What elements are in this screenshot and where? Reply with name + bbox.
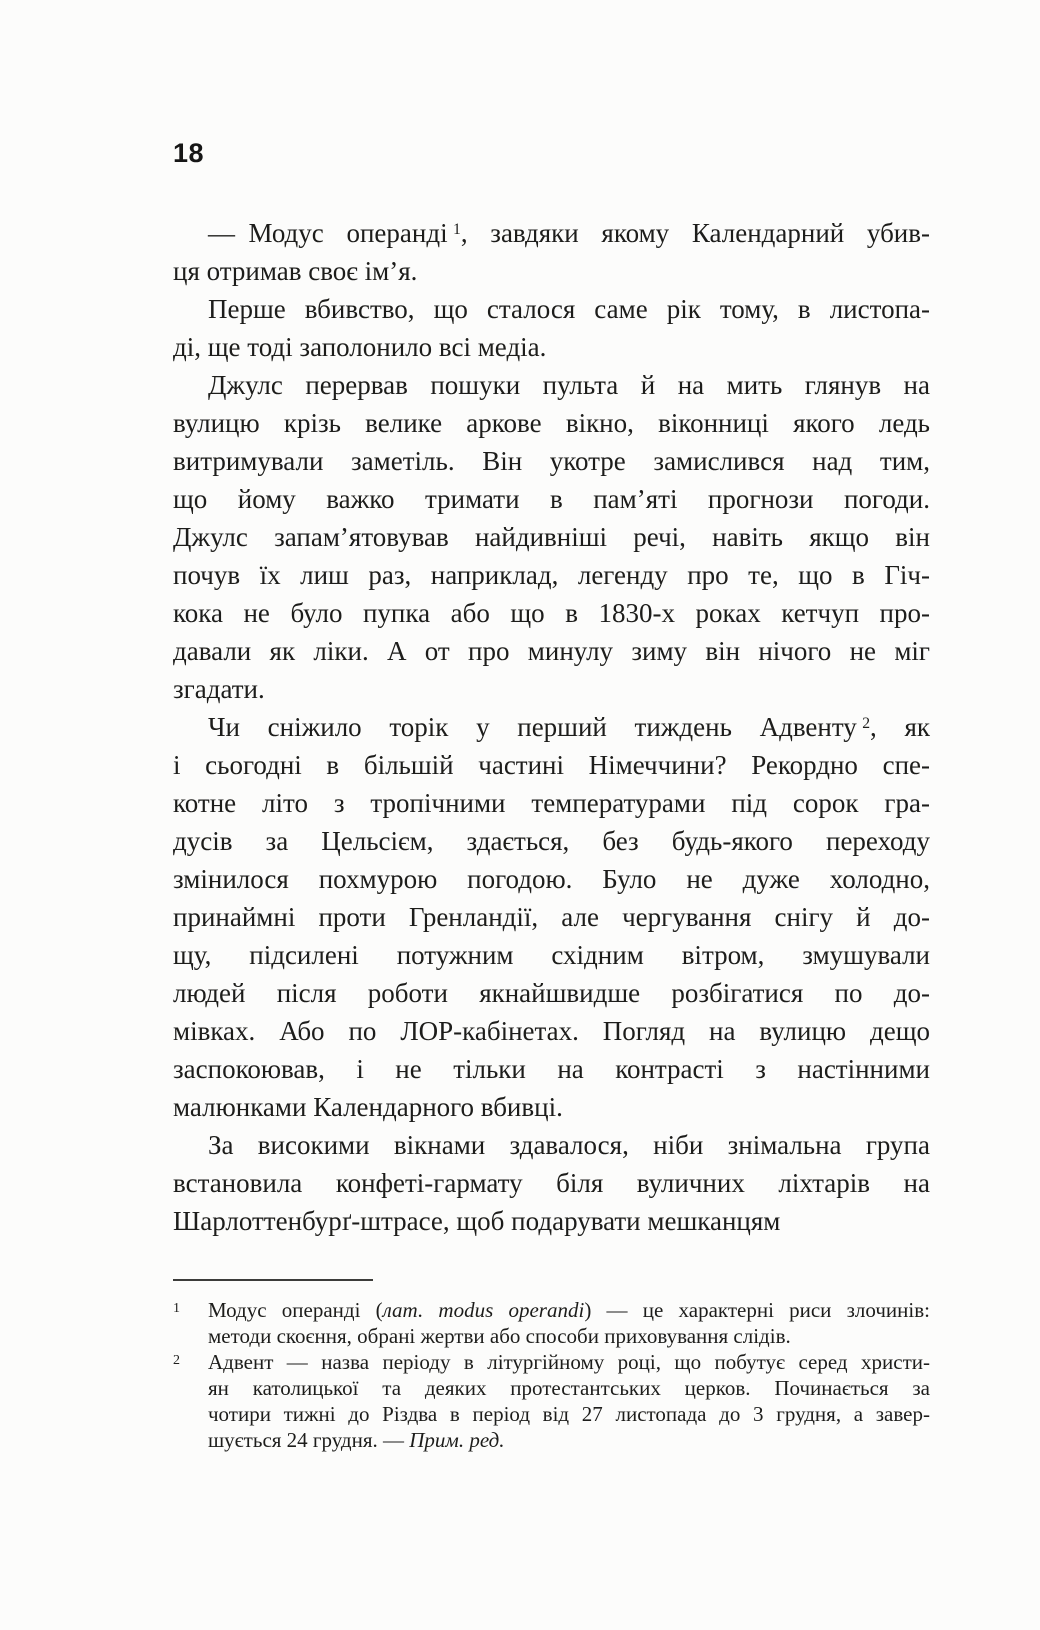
footnote — [173, 1297, 930, 1349]
text-segment: ця отримав своє ім’я. — [173, 256, 418, 286]
text-segment: малюнками Календарного вбивці. — [173, 1092, 563, 1122]
text-line-body — [173, 252, 930, 290]
text-segment: встановила конфеті-гармату біля вуличних ліхтарів на — [173, 1168, 930, 1198]
text-line-body — [173, 556, 930, 594]
text-segment: Перше вбивство, що сталося саме рік тому, в листопа- — [208, 294, 930, 324]
text-segment: мівках. Або по ЛОР-кабінетах. Погляд на вулицю дещо — [173, 1016, 930, 1046]
text-line-body — [173, 480, 930, 518]
text-segment: Адвент — назва періоду в літургійному році, що побутує серед христи- — [208, 1350, 930, 1374]
text-line-body — [173, 442, 930, 480]
page-number: 18 — [173, 138, 205, 168]
text-line-footnote — [208, 1323, 930, 1349]
text-line-body — [173, 746, 930, 784]
text-line-body — [173, 936, 930, 974]
text-line-body — [173, 974, 930, 1012]
text-line-body — [173, 290, 930, 328]
text-segment: методи скоєння, обрані жертви або способи приховування слідів. — [208, 1324, 791, 1348]
text-line-footnote — [208, 1401, 930, 1427]
text-segment: змінилося похмурою погодою. Було не дуже холодно, — [173, 864, 930, 894]
text-segment: заспокоював, і не тільки на контрасті з настінними — [173, 1054, 930, 1084]
text-line-footnote — [208, 1427, 930, 1453]
text-segment: ян католицької та деяких протестантських церков. Починається за — [208, 1376, 930, 1400]
text-segment: вулицю крізь велике аркове вікно, віконниці якого ледь — [173, 408, 930, 438]
text-line-body — [173, 822, 930, 860]
text-line-body — [173, 404, 930, 442]
text-line-body — [173, 632, 930, 670]
paragraph — [173, 1126, 930, 1240]
text-line-body — [173, 860, 930, 898]
text-segment: шується 24 грудня. — — [208, 1428, 410, 1452]
text-segment: і сьогодні в більшій частині Німеччини? Рекордно спе- — [173, 750, 930, 780]
text-segment: ) — це характерні риси злочинів: — [584, 1298, 930, 1322]
text-segment: витримували заметіль. Він укотре замислився над тим, — [173, 446, 930, 476]
text-segment: , завдяки якому Календарний убив- — [460, 218, 930, 248]
text-segment: За високими вікнами здавалося, ніби знімальна група — [208, 1130, 930, 1160]
text-segment: згадати. — [173, 674, 265, 704]
paragraph — [173, 366, 930, 708]
text-line-body — [173, 594, 930, 632]
text-segment: принаймні проти Гренландії, але чергування снігу й до- — [173, 902, 930, 932]
text-line-footnote — [208, 1297, 930, 1323]
footnotes — [173, 1297, 930, 1453]
text-line-body — [173, 518, 930, 556]
text-segment: Джулс перервав пошуки пульта й на мить глянув на — [208, 370, 930, 400]
text-line-body — [173, 1088, 930, 1126]
text-segment: чотири тижні до Різдва в період від 27 листопада до 3 грудня, а завер- — [208, 1402, 930, 1426]
italic-text: Прим. ред. — [409, 1428, 505, 1452]
text-line-body — [173, 214, 930, 252]
text-segment: давали як ліки. А от про минулу зиму він нічого не міг — [173, 636, 930, 666]
footnote-marker: 2 — [173, 1353, 180, 1368]
text-segment: Джулс запам’ятовував найдивніші речі, навіть якщо він — [173, 522, 930, 552]
text-segment: Модус операнді ( — [208, 1298, 383, 1322]
text-line-body — [173, 670, 930, 708]
text-segment: — Модус операнді — [208, 218, 453, 248]
text-line-body — [173, 708, 930, 746]
text-segment: , як — [870, 712, 930, 742]
footnote-reference: 2 — [862, 715, 871, 733]
text-segment: кока не було пупка або що в 1830-х роках кетчуп про- — [173, 598, 930, 628]
text-line-body — [173, 1164, 930, 1202]
paragraph — [173, 214, 930, 290]
text-line-body — [173, 898, 930, 936]
footnote-reference: 1 — [453, 221, 461, 239]
text-line-body — [173, 366, 930, 404]
text-line-body — [173, 1202, 930, 1240]
text-segment: дусів за Цельсієм, здається, без будь-якого переходу — [173, 826, 930, 856]
text-segment: Шарлоттенбурґ-штрасе, щоб подарувати мешканцям — [173, 1206, 781, 1236]
footnote — [173, 1349, 930, 1453]
text-segment: Чи сніжило торік у перший тиждень Адвенту — [208, 712, 863, 742]
text-segment: щу, підсилені потужним східним вітром, змушували — [173, 940, 930, 970]
text-segment: ді, ще тоді заполонило всі медіа. — [173, 332, 547, 362]
italic-text: лат. modus operandi — [382, 1298, 585, 1322]
paragraph — [173, 708, 930, 1126]
text-segment: що йому важко тримати в пам’яті прогнози погоди. — [173, 484, 930, 514]
text-segment: людей після роботи якнайшвидше розбігатися по до- — [173, 978, 930, 1008]
footnote-marker: 1 — [173, 1301, 180, 1316]
text-line-footnote — [208, 1375, 930, 1401]
text-line-body — [173, 1012, 930, 1050]
text-line-body — [173, 784, 930, 822]
text-line-footnote — [208, 1349, 930, 1375]
text-line-body — [173, 328, 930, 366]
footnote-separator — [173, 1279, 373, 1281]
text-segment: почув їх лиш раз, наприклад, легенду про те, що в Гіч- — [173, 560, 930, 590]
text-segment: котне літо з тропічними температурами під сорок гра- — [173, 788, 930, 818]
body-text — [173, 214, 930, 1240]
text-line-body — [173, 1126, 930, 1164]
text-line-body — [173, 1050, 930, 1088]
paragraph — [173, 290, 930, 366]
